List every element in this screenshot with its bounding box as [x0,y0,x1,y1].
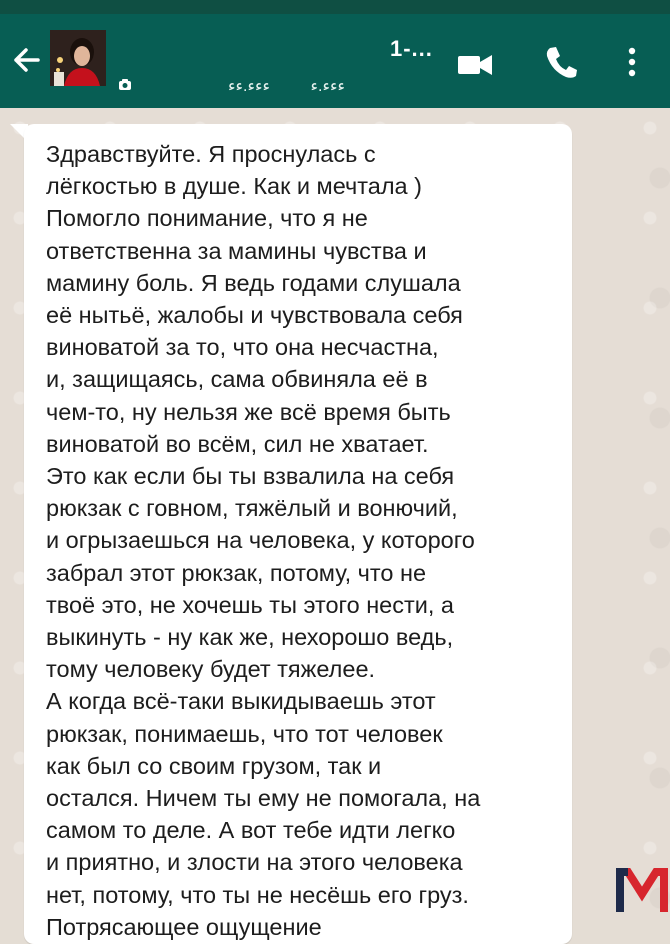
video-call-button[interactable] [456,50,496,80]
back-button[interactable] [8,40,44,80]
chat-area[interactable] [0,108,670,940]
contact-status [228,76,381,96]
message-text: Здравствуйте. Я проснулась с лёгкостью в душе. Как и мечтала ) Помогло понимание, что я не ответственна за мамины чувства и мамину боль. Я ведь годами слушала её нытьё, жалобы и чувствовала себя виноватой за то, что она несчастна, и, защищаясь, сама обвиняла её в чем-то, ну нельзя же всё время быть виноватой во всём, сил не хватает. Это как если бы ты взвалила на себя рюкзак с говном, тяжёлый и вонючий, и огрызаешься на человека, у которого забрал этот рюкзак, потому, что не твоё это, не хочешь ты этого нести, а выкинуть - ну как же, нехорошо ведь, тому человеку будет тяжелее. А когда всё-таки выкидываешь этот рюкзак, понимаешь, что тот человек как был со своим грузом, так и остался. Ничем ты ему не помогала, на самом то деле. А вот тебе идти легко и приятно, и злости на этого человека нет, потому, что ты не несёшь его груз. Потрясающее ощущение [46,141,481,940]
m-logo [616,866,668,916]
contact-status-right: ءءء.ءء [228,78,271,95]
arrow-left-icon [8,40,44,80]
video-camera-icon [456,50,496,80]
contact-status-left: ءءء.ء [310,78,346,95]
phone-icon [542,42,580,82]
status-bar [0,0,670,14]
message-bubble[interactable] [24,124,572,944]
voice-call-button[interactable] [542,42,580,82]
avatar[interactable] [50,30,106,86]
more-vertical-icon [620,42,644,82]
camera-badge-icon [118,78,132,92]
more-options-button[interactable] [620,42,644,82]
contact-name[interactable]: 1-... [390,36,433,61]
chat-header [0,14,670,108]
avatar-image [50,30,106,86]
